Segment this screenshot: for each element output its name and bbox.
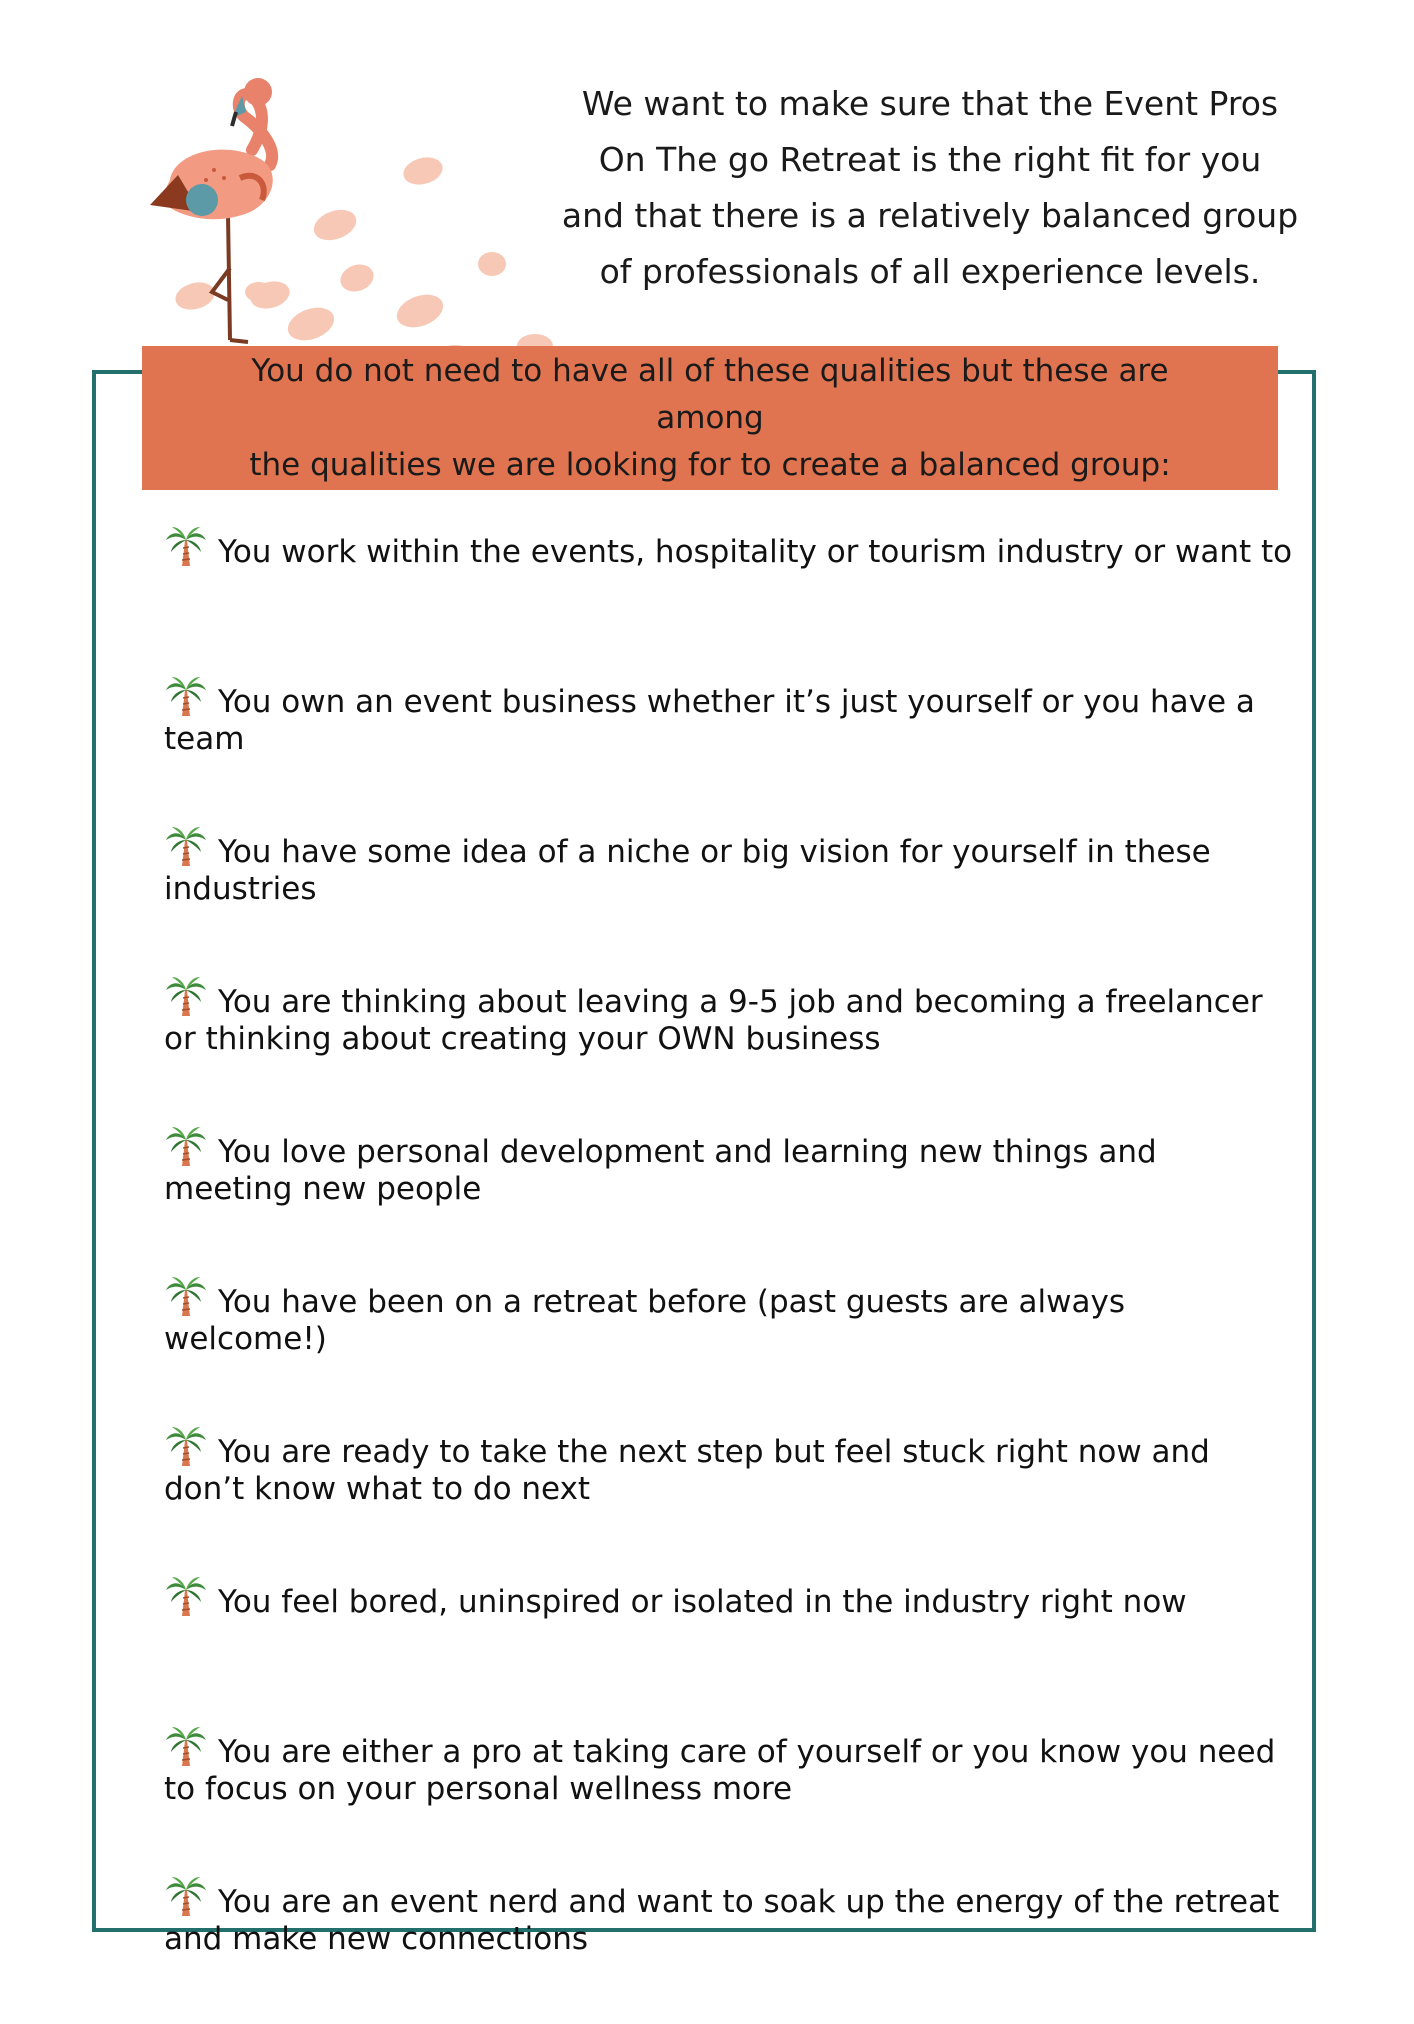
palm-tree-icon (164, 1574, 208, 1618)
intro-line: and that there is a relatively balanced group (561, 196, 1299, 235)
quality-text: You work within the events, hospitality or tourism industry or want to (218, 534, 1293, 570)
quality-item (164, 1124, 1294, 1274)
quality-text: You are thinking about leaving a 9-5 job and becoming a freelancer or thinking about creating your OWN business (164, 984, 1263, 1057)
quality-text: You have been on a retreat before (past guests are always welcome!) (164, 1284, 1125, 1357)
quality-item (164, 1424, 1294, 1574)
quality-text: You are ready to take the next step but feel stuck right now and don’t know what to do next (164, 1434, 1210, 1507)
quality-text: You have some idea of a niche or big vision for yourself in these industries (164, 834, 1211, 907)
quality-item (164, 1574, 1294, 1724)
flamingo-illustration (0, 0, 640, 360)
palm-tree-icon (164, 1124, 208, 1168)
palm-tree-icon (164, 1724, 208, 1768)
quality-item (164, 824, 1294, 974)
intro-line: of professionals of all experience levels. (599, 252, 1261, 291)
qualities-list (164, 524, 1294, 2024)
quality-text: You love personal development and learning new things and meeting new people (164, 1134, 1157, 1207)
palm-tree-icon (164, 1874, 208, 1918)
palm-tree-icon (164, 1274, 208, 1318)
quality-item (164, 1274, 1294, 1424)
banner-line: the qualities we are looking for to create a balanced group: (249, 446, 1171, 483)
quality-item (164, 1874, 1294, 2024)
quality-text: You are an event nerd and want to soak up the energy of the retreat and make new connections (164, 1884, 1280, 1957)
quality-item (164, 974, 1294, 1124)
quality-text: You feel bored, uninspired or isolated in the industry right now (218, 1584, 1187, 1620)
palm-tree-icon (164, 524, 208, 568)
quality-text: You are either a pro at taking care of yourself or you know you need to focus on your personal wellness more (164, 1734, 1276, 1807)
palm-tree-icon (164, 1424, 208, 1468)
intro-line: We want to make sure that the Event Pros (581, 84, 1279, 123)
intro-text (560, 76, 1300, 300)
qualities-banner (142, 346, 1278, 490)
quality-item (164, 1724, 1294, 1874)
palm-tree-icon (164, 674, 208, 718)
quality-item (164, 524, 1294, 674)
banner-line: You do not need to have all of these qualities but these are among (251, 352, 1169, 436)
intro-line: On The go Retreat is the right fit for you (598, 140, 1262, 179)
palm-tree-icon (164, 974, 208, 1018)
palm-tree-icon (164, 824, 208, 868)
quality-item (164, 674, 1294, 824)
quality-text: You own an event business whether it’s just yourself or you have a team (164, 684, 1255, 757)
